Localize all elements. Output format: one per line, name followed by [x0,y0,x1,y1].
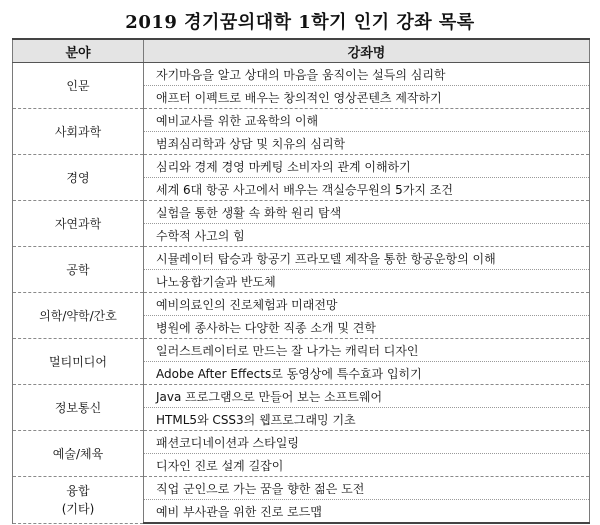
table-header-row [13,39,590,63]
course-cell: Java 프로그램으로 만들어 보는 소프트웨어 [144,385,590,408]
page-title: 2019 경기꿈의대학 1학기 인기 강좌 목록 [125,12,475,33]
course-cell: 나노융합기술과 반도체 [144,270,590,293]
course-cell: 직업 군인으로 가는 꿈을 향한 젊은 도전 [144,477,590,500]
course-cell: Adobe After Effects로 동영상에 특수효과 입히기 [144,362,590,385]
course-cell: 일러스트레이터로 만드는 잘 나가는 캐릭터 디자인 [144,339,590,362]
field-cell: 멀티미디어 [13,339,144,385]
table-row [13,109,590,132]
course-cell: 애프터 이펙트로 배우는 창의적인 영상콘텐츠 제작하기 [144,86,590,109]
table-row [13,247,590,270]
course-cell: 수학적 사고의 힘 [144,224,590,247]
field-cell: 사회과학 [13,109,144,155]
course-cell: 세계 6대 항공 사고에서 배우는 객실승무원의 5가지 조건 [144,178,590,201]
course-cell: 범죄심리학과 상담 및 치유의 심리학 [144,132,590,155]
course-cell: 시뮬레이터 탑승과 항공기 프라모델 제작을 통한 항공운항의 이해 [144,247,590,270]
course-column-header: 강좌명 [144,39,590,63]
field-column-header: 분야 [13,39,144,63]
field-cell: 인문 [13,63,144,109]
table-row [13,63,590,86]
course-cell: 예비 부사관을 위한 진로 로드맵 [144,500,590,524]
course-cell: HTML5와 CSS3의 웹프로그래밍 기초 [144,408,590,431]
course-cell: 패션코디네이션과 스타일링 [144,431,590,454]
field-cell: 의학/약학/간호 [13,293,144,339]
course-cell: 자기마음을 알고 상대의 마음을 움직이는 설득의 심리학 [144,63,590,86]
field-cell: 경영 [13,155,144,201]
course-cell: 병원에 종사하는 다양한 직종 소개 및 견학 [144,316,590,339]
field-cell: 정보통신 [13,385,144,431]
course-table [12,38,590,524]
course-cell: 실험을 통한 생활 속 화학 원리 탐색 [144,201,590,224]
table-row [13,339,590,362]
course-cell: 예비교사를 위한 교육학의 이해 [144,109,590,132]
field-cell: 자연과학 [13,201,144,247]
table-row [13,293,590,316]
course-cell: 예비의료인의 진로체험과 미래전망 [144,293,590,316]
course-cell: 심리와 경제 경영 마케팅 소비자의 관계 이해하기 [144,155,590,178]
table-row [13,431,590,454]
field-cell: 공학 [13,247,144,293]
field-cell: 예술/체육 [13,431,144,477]
field-cell: 융합 (기타) [13,477,144,524]
table-body [13,63,590,524]
table-row [13,155,590,178]
course-cell: 디자인 진로 설계 길잡이 [144,454,590,477]
table-row [13,477,590,500]
table-row [13,385,590,408]
table-row [13,201,590,224]
